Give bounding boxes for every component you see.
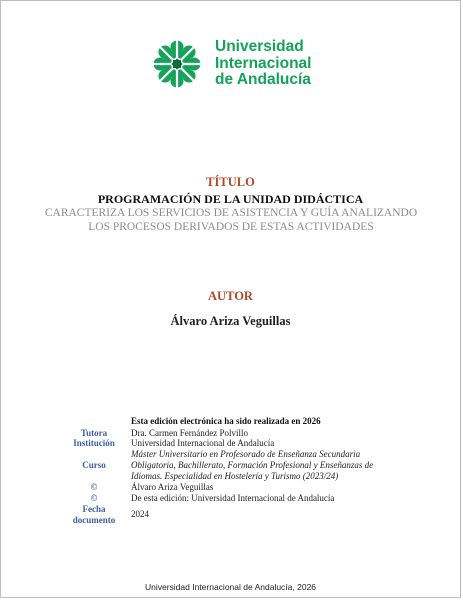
fecha-label-line-1: Fecha (82, 504, 106, 514)
page-footer: Universidad Internacional de Andalucía, 2026 (144, 582, 317, 592)
document-subtitle (41, 206, 421, 234)
subtitle-line-2: LOS PROCESOS DERIVADOS DE ESTAS ACTIVIDADES (88, 221, 374, 233)
author-heading: AUTOR (208, 289, 253, 303)
edition-note: Esta edición electrónica ha sido realizada en 2026 (131, 416, 321, 426)
subtitle-line-1: CARACTERIZA LOS SERVICIOS DE ASISTENCIA Y GUÍA ANALIZANDO (44, 207, 418, 219)
logo-line-2: Internacional (215, 54, 312, 72)
tutora-label: Tutora (80, 428, 108, 438)
author-name: Álvaro Ariza Veguillas (170, 314, 291, 328)
curso-line-3: Idiomas. Especialidad en Hostelería y Turismo (2023/24) (131, 471, 339, 481)
institucion-value: Universidad Internacional de Andalucía (131, 438, 275, 448)
copyright-symbol-author: © (90, 482, 98, 492)
curso-line-1: Máster Universitario en Profesorado de Enseñanza Secundaria (131, 449, 361, 459)
fecha-value: 2024 (131, 509, 149, 519)
copyright-edition: De esta edición: Universidad Internacional de Andalucía (131, 493, 335, 503)
logo-line-3: de Andalucía (215, 71, 311, 88)
title-heading: TÍTULO (206, 175, 255, 189)
university-wordmark (215, 39, 311, 89)
institucion-label: Institución (73, 438, 115, 448)
document-title: PROGRAMACIÓN DE LA UNIDAD DIDÁCTICA (97, 192, 364, 206)
curso-value (131, 449, 441, 482)
tutora-value: Dra. Carmen Fernández Polvillo (131, 428, 248, 438)
curso-line-2: Obligatoria, Bachillerato, Formación Profesional y Enseñanzas de (131, 460, 374, 470)
uia-rosette-logo-icon (149, 37, 205, 91)
university-logo (149, 36, 319, 90)
copyright-symbol-edition: © (90, 493, 98, 503)
copyright-author: Álvaro Ariza Veguillas (131, 482, 214, 492)
curso-label: Curso (82, 460, 106, 470)
fecha-label (54, 504, 134, 525)
fecha-label-line-2: documento (72, 514, 116, 525)
logo-line-1: Universidad (215, 38, 304, 55)
